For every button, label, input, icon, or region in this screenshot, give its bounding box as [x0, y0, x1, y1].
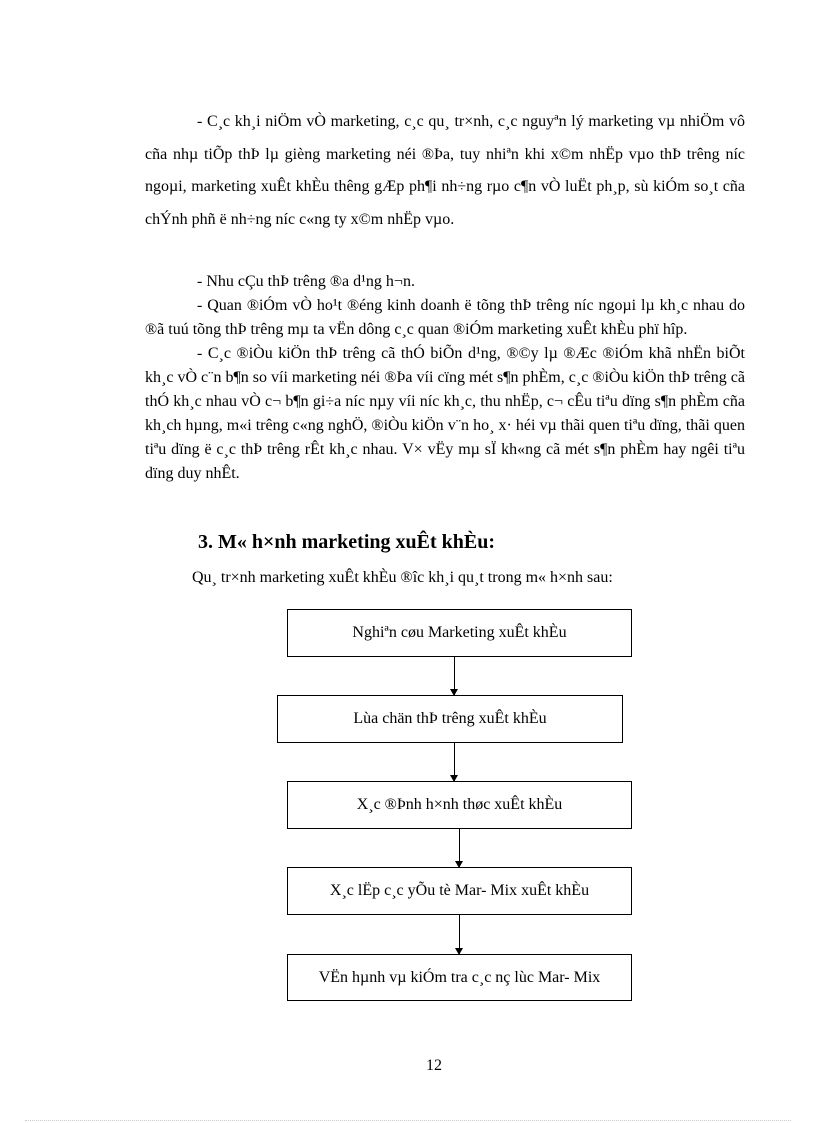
section-heading: 3. M« h×nh marketing xuÊt khÈu:: [198, 531, 496, 553]
flow-arrow-2: [454, 743, 455, 781]
page-number: 12: [426, 1057, 442, 1074]
section-intro: Qu¸ tr×nh marketing xuÊt khÈu ®îc kh¸i qu¸t trong m« h×nh sau:: [192, 569, 613, 586]
flow-step-market-selection: Lùa chän thÞ trêng xuÊt khÈu: [277, 695, 623, 743]
flow-arrow-1: [454, 657, 455, 695]
flow-arrow-3: [459, 829, 460, 867]
flow-step-marketing-mix: X¸c lËp c¸c yÕu tè Mar- Mix xuÊt khÈu: [287, 867, 632, 915]
flow-step-research: Nghiªn cøu Marketing xuÊt khÈu: [287, 609, 632, 657]
paragraph-business-views: - Quan ®iÓm vÒ ho¹t ®éng kinh doanh ë tõng thÞ trêng níc ngoµi lµ kh¸c nhau do ®ã tuú tõng thÞ trêng mµ ta vËn dông c¸c quan ®iÓm marketing xuÊt khÈu phï hîp.: [145, 297, 745, 338]
footer-divider: [25, 1120, 791, 1121]
paragraph-market-needs: - Nhu cÇu thÞ trêng ®a d¹ng h¬n.: [197, 273, 415, 290]
flow-step-operation-control: VËn hµnh vµ kiÓm tra c¸c nç lùc Mar- Mix: [287, 954, 632, 1001]
flow-arrow-4: [459, 915, 460, 954]
flow-step-export-form: X¸c ®Þnh h×nh thøc xuÊt khÈu: [287, 781, 632, 829]
paragraph-marketing-concepts: - C¸c kh¸i niÖm vÒ marketing, c¸c qu¸ tr×nh, c¸c nguyªn lý marketing vµ nhiÖm vô cña nhµ tiÕp thÞ lµ gièng marketing néi ®Þa, tuy nhiªn khi x©m nhËp vµo thÞ trêng níc ngoµi, marketing xuÊt khÈu thêng gÆp ph¶i nh÷ng rµo c¶n vÒ luËt ph¸p, sù kiÓm so¸t cña chÝnh phñ ë nh÷ng níc c«ng ty x©m nhËp vµo.: [145, 113, 745, 228]
paragraph-market-conditions: - C¸c ®iÒu kiÖn thÞ trêng cã thÓ biÕn d¹ng, ®©y lµ ®Æc ®iÓm khã nhËn biÕt kh¸c vÒ c¨n b¶n so víi marketing néi ®Þa víi cïng mét s¶n phÈm, c¸c ®iÒu kiÖn thÞ trêng cã thÓ kh¸c nhau vÒ c¬ b¶n gi÷a níc nµy víi níc kh¸c, thu nhËp, c¬ cÊu tiªu dïng s¶n phÈm cña kh¸ch hµng, m«i trêng c«ng nghÖ, ®iÒu kiÖn v¨n ho¸ x· héi vµ thãi quen tiªu dïng, thãi quen tiªu dïng ë c¸c thÞ trêng rÊt kh¸c nhau. V× vËy mµ sÏ kh«ng cã mét s¶n phÈm hay ngêi tiªu dïng duy nhÊt.: [145, 345, 745, 482]
body-text-block: [145, 270, 745, 486]
